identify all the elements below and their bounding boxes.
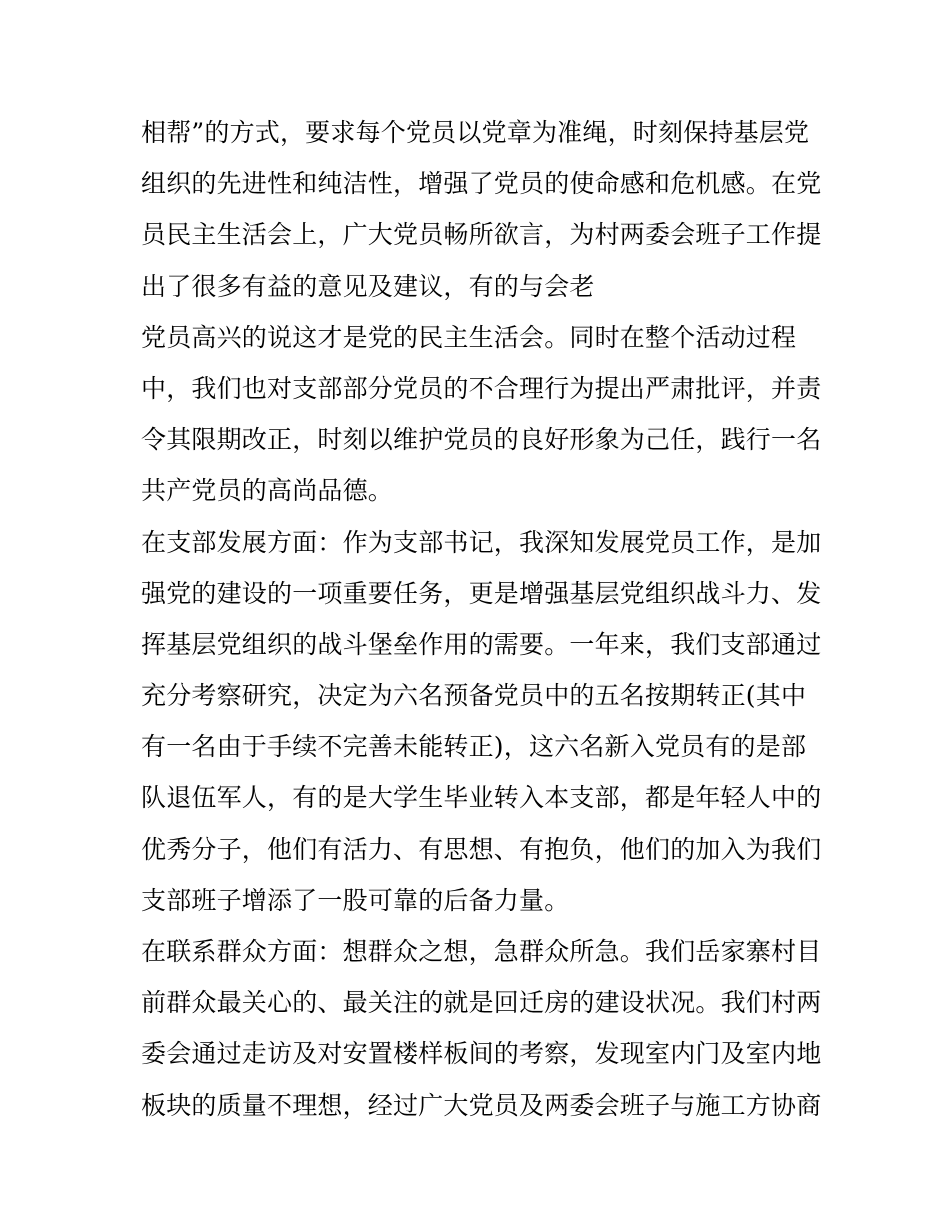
text-line: 强党的建设的一项重要任务，更是增强基层党组织战斗力、发 xyxy=(141,578,822,608)
text-line: 员民主生活会上，广大党员畅所欲言，为村两委会班子工作提 xyxy=(141,220,822,250)
text-line: 前群众最关心的、最关注的就是回迁房的建设状况。我们村两 xyxy=(141,988,822,1018)
text-line: 在联系群众方面：想群众之想，急群众所急。我们岳家寨村目 xyxy=(141,937,822,966)
text-line: 充分考察研究，决定为六名预备党员中的五名按期转正(其中 xyxy=(141,681,807,711)
body-text xyxy=(141,107,821,1131)
text-line: 优秀分子，他们有活力、有思想、有抱负，他们的加入为我们 xyxy=(141,834,822,864)
text-line: 在支部发展方面：作为支部书记，我深知发展党员工作，是加 xyxy=(141,527,822,557)
text-line: 组织的先进性和纯洁性，增强了党员的使命感和危机感。在党 xyxy=(141,169,822,199)
text-line: 有一名由于手续不完善未能转正)，这六名新入党员有的是部 xyxy=(141,732,807,762)
text-line: 出了很多有益的意见及建议，有的与会老 xyxy=(141,271,595,301)
text-line: 挥基层党组织的战斗堡垒作用的需要。一年来，我们支部通过 xyxy=(141,629,822,659)
text-line: 队退伍军人，有的是大学生毕业转入本支部，都是年轻人中的 xyxy=(141,783,822,813)
text-line: 党员高兴的说这才是党的民主生活会。同时在整个活动过程 xyxy=(141,322,797,352)
text-line: 委会通过走访及对安置楼样板间的考察，发现室内门及室内地 xyxy=(141,1039,822,1069)
text-line: 相帮”的方式，要求每个党员以党章为准绳，时刻保持基层党 xyxy=(141,118,810,147)
text-line: 支部班子增添了一股可靠的后备力量。 xyxy=(141,885,570,915)
text-line: 令其限期改正，时刻以维护党员的良好形象为己任，践行一名 xyxy=(141,425,822,455)
text-line: 板块的质量不理想，经过广大党员及两委会班子与施工方协商 xyxy=(141,1090,822,1120)
text-line: 共产党员的高尚品德。 xyxy=(141,476,394,506)
text-line: 中，我们也对支部部分党员的不合理行为提出严肃批评，并责 xyxy=(141,373,822,403)
